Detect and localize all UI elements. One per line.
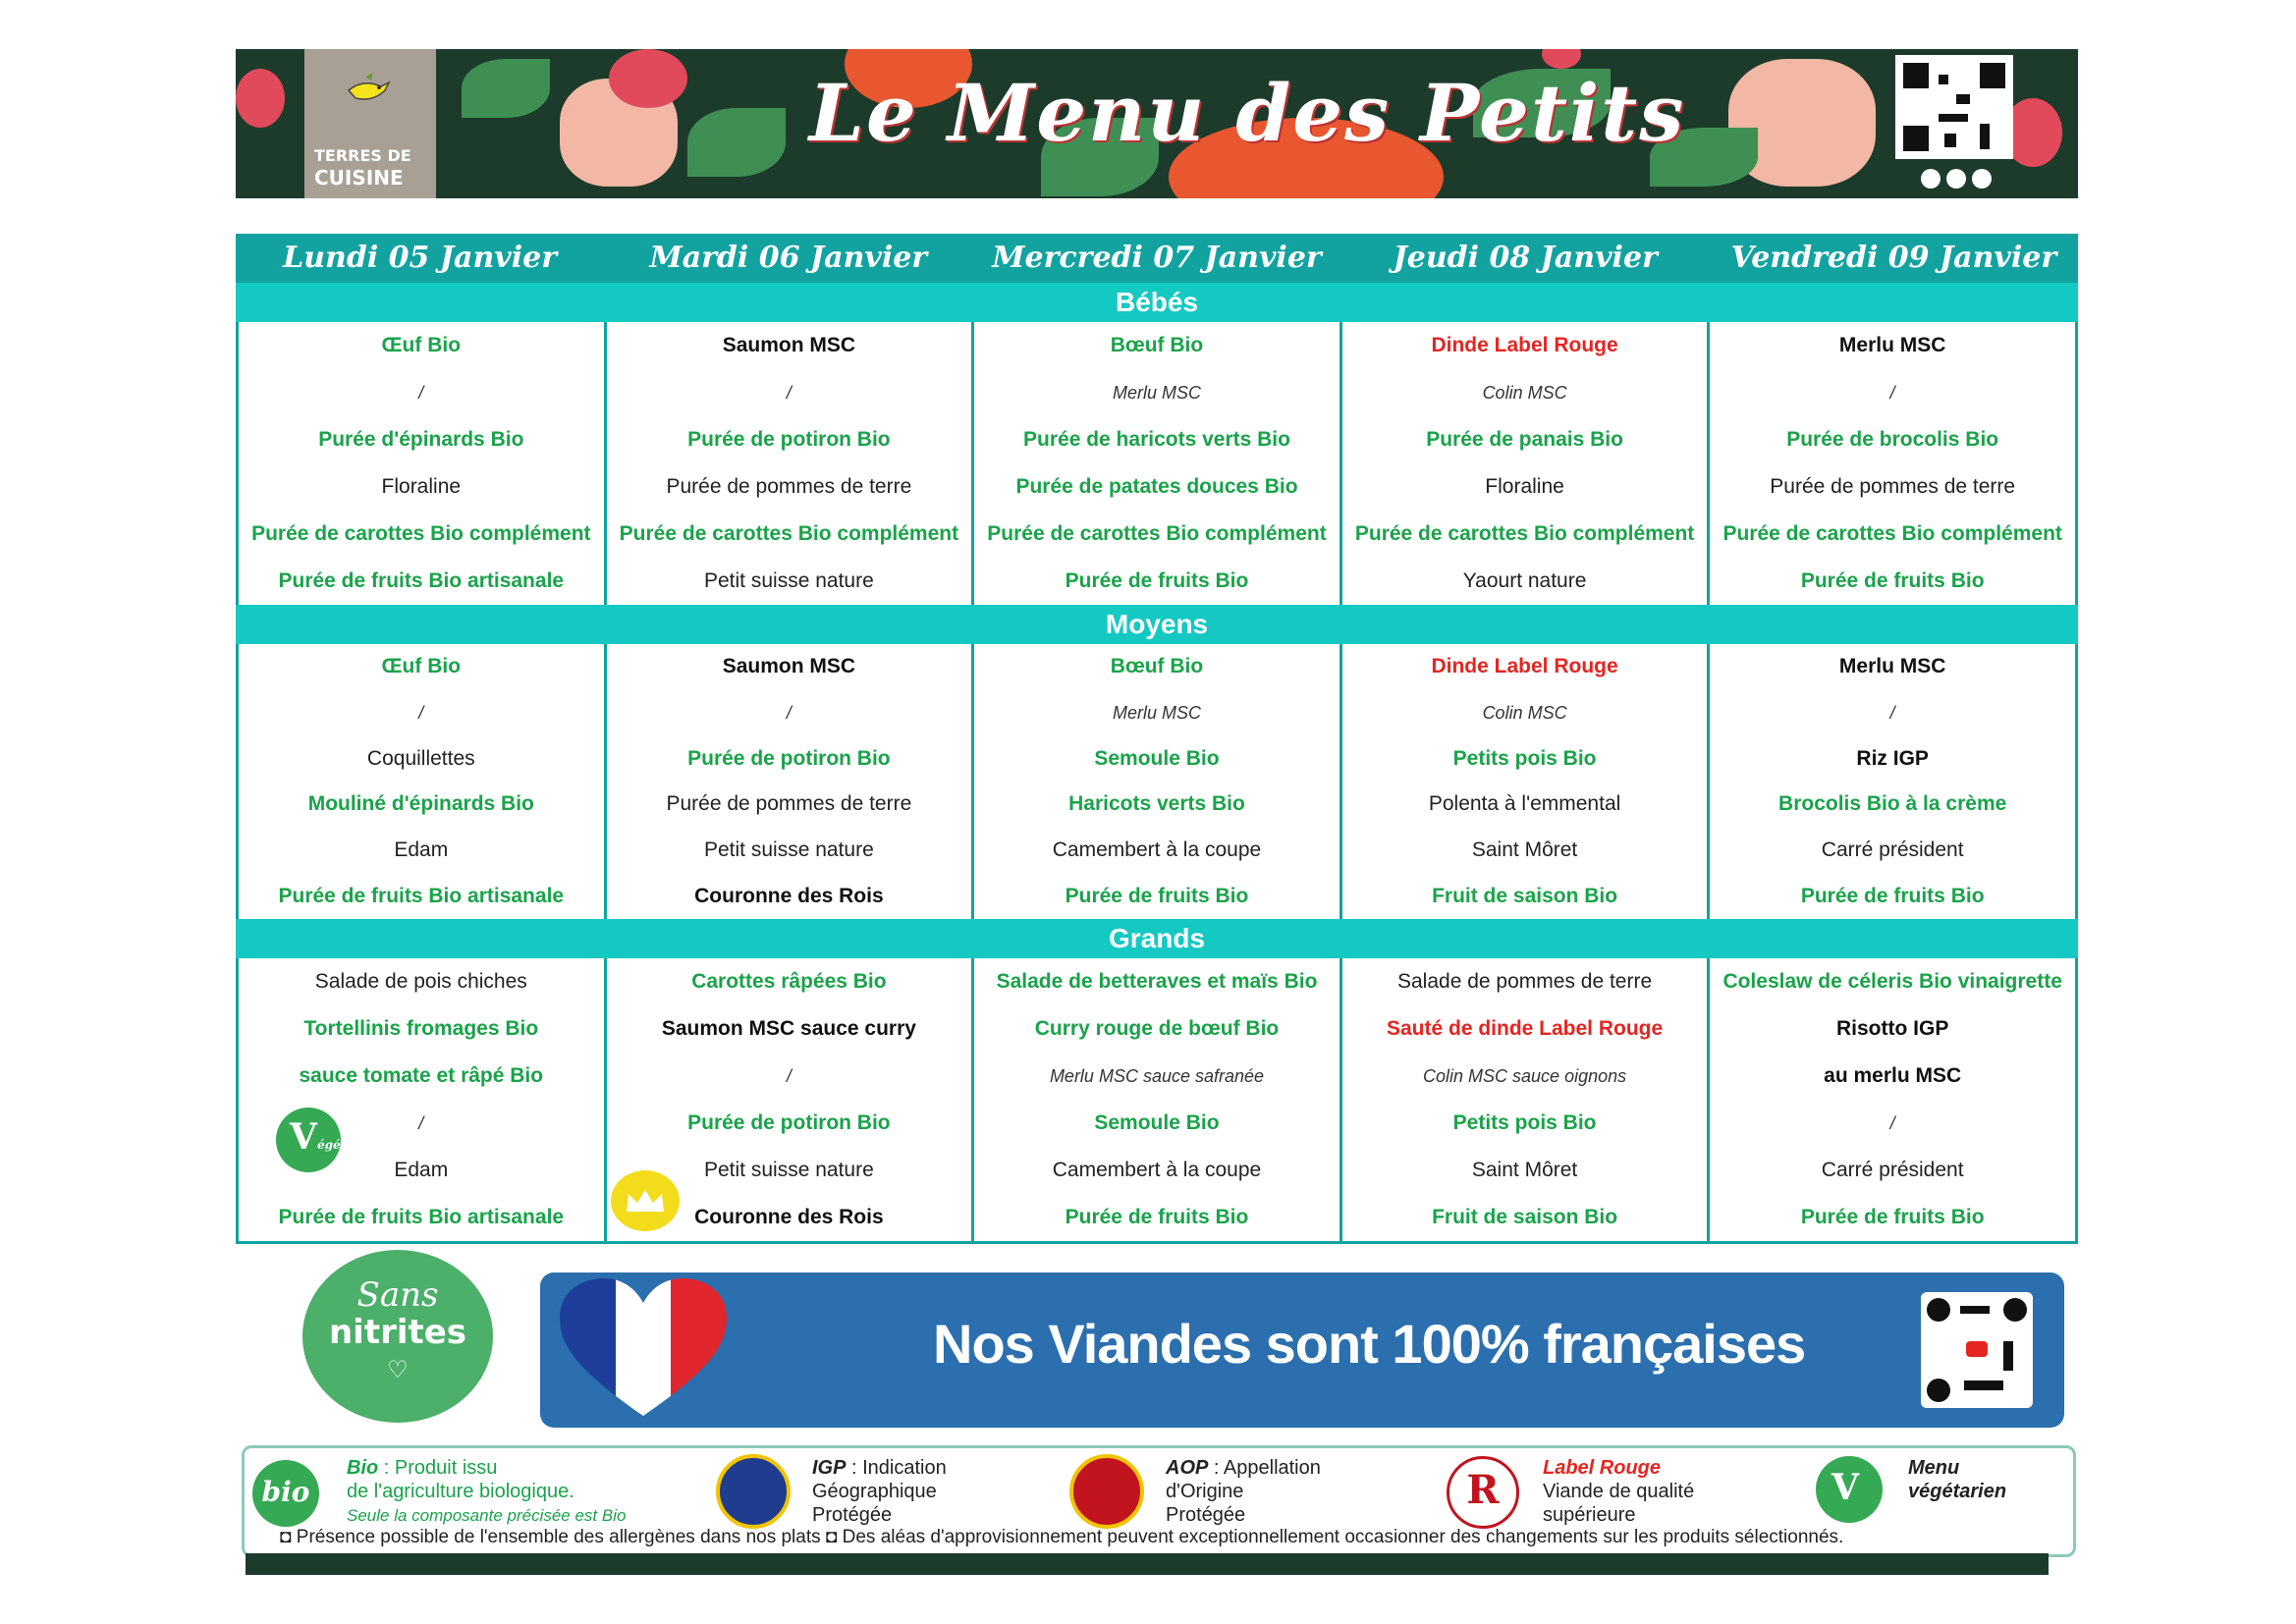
menu-item: Saumon MSC sauce curry	[661, 1017, 916, 1040]
day-header: Mercredi 07 Janvier	[992, 241, 1322, 275]
menu-item: Haricots verts Bio	[1068, 792, 1245, 816]
menu-item: Camembert à la coupe	[1052, 839, 1262, 862]
menu-day-column	[1710, 644, 2078, 919]
legend-igp-text-1: : Indication	[846, 1457, 947, 1479]
menu-day-column	[1710, 322, 2078, 605]
menu-item: Fruit de saison Bio	[1432, 884, 1618, 907]
menu-item: Purée de fruits Bio artisanale	[278, 884, 565, 907]
day-header: Jeudi 08 Janvier	[1393, 241, 1658, 275]
radish-decoration	[236, 69, 285, 128]
legend-bio	[347, 1456, 626, 1528]
menu-item: Merlu MSC sauce safranée	[1049, 1066, 1265, 1086]
menu-item: Purée de pommes de terre	[666, 792, 912, 816]
menu-item: Colin MSC	[1482, 703, 1567, 723]
sans-nitrites-badge	[302, 1250, 493, 1423]
menu-item: Salade de pois chiches	[314, 970, 527, 993]
sans-nitrites-line-1: Sans	[356, 1275, 439, 1315]
menu-item: /	[1889, 703, 1895, 723]
menu-item: Colin MSC	[1482, 383, 1567, 403]
menu-item: Edam	[394, 1159, 449, 1181]
menu-item: Merlu MSC	[1112, 703, 1201, 723]
french-meat-banner	[540, 1272, 2064, 1428]
menu-item: /	[1889, 1113, 1895, 1133]
section-grands-grid	[236, 958, 2078, 1244]
menu-day-column	[239, 322, 607, 605]
menu-item: Tortellinis fromages Bio	[303, 1017, 539, 1040]
legend-igp-text-3: Protégée	[812, 1504, 893, 1526]
menu-item: Couronne des Rois	[694, 1206, 884, 1228]
legend-note-text: Présence possible de l'ensemble des allergènes dans nos plats ◘ Des aléas d'approvisionnement peuvent exceptionnellement occasionner des changements sur les produits sélectionnés.	[296, 1527, 1844, 1547]
menu-item: Floraline	[1485, 475, 1564, 498]
menu-item: Purée de brocolis Bio	[1786, 428, 1999, 451]
menu-item: /	[418, 703, 424, 723]
menu-item: Purée de fruits Bio	[1800, 569, 1985, 592]
menu-item: Polenta à l'emmental	[1428, 792, 1621, 816]
menu-day-column	[607, 322, 975, 605]
menu-item: Purée de fruits Bio	[1800, 884, 1985, 907]
section-bebes-grid	[236, 322, 2078, 605]
qr-code-icon[interactable]	[1895, 55, 2013, 159]
logo-line-1: TERRES DE	[314, 146, 411, 165]
menu-item: Salade de betteraves et maïs Bio	[996, 970, 1318, 993]
menu-day-column	[239, 644, 607, 919]
menu-item: Saumon MSC	[722, 655, 856, 678]
section-bebes-header: Bébés	[236, 283, 2078, 322]
menu-item: Purée de potiron Bio	[687, 1111, 891, 1134]
menu-item: Merlu MSC	[1112, 383, 1201, 403]
menu-item: Carré président	[1821, 1159, 1964, 1181]
menu-item: Colin MSC sauce oignons	[1423, 1066, 1627, 1086]
facebook-icon[interactable]	[1921, 169, 1941, 189]
vege-badge-letter: V	[290, 1116, 317, 1158]
menu-item: Sauté de dinde Label Rouge	[1386, 1017, 1664, 1040]
igp-seal-icon	[716, 1454, 791, 1529]
menu-item: Œuf Bio	[381, 334, 462, 356]
section-moyens-header: Moyens	[236, 605, 2078, 644]
menu-item: Dinde Label Rouge	[1431, 655, 1618, 678]
menu-item: Purée de fruits Bio	[1065, 884, 1249, 907]
menu-item: Semoule Bio	[1094, 746, 1220, 770]
bio-leaf-icon: bio	[252, 1460, 319, 1527]
menu-item: Purée de patates douces Bio	[1015, 475, 1298, 498]
menu-item: Purée de carottes Bio complément	[1722, 522, 2062, 545]
menu-day-column	[1710, 958, 2078, 1241]
menu-item: /	[786, 703, 792, 723]
vege-badge-icon	[276, 1108, 341, 1172]
heart-icon: ♡	[387, 1356, 409, 1383]
menu-item: Mouliné d'épinards Bio	[307, 792, 534, 816]
menu-item: Purée de carottes Bio complément	[1354, 522, 1695, 545]
menu-day-column	[1342, 644, 1711, 919]
menu-item: Dinde Label Rouge	[1431, 334, 1618, 356]
menu-item: Petit suisse nature	[704, 1159, 874, 1181]
vege-badge-suffix: égé	[316, 1138, 341, 1152]
menu-item: Purée de carottes Bio complément	[619, 522, 959, 545]
legend-bio-text-2: de l'agriculture biologique.	[347, 1481, 574, 1502]
legend-footnote	[280, 1527, 2067, 1548]
menu-item: Purée de potiron Bio	[687, 746, 891, 770]
legend-igp	[812, 1456, 947, 1527]
linkedin-icon[interactable]	[1946, 169, 1966, 189]
menu-item: Œuf Bio	[381, 655, 462, 678]
menu-item: Purée de carottes Bio complément	[987, 522, 1327, 545]
menu-item: Petit suisse nature	[704, 569, 874, 592]
legend-igp-key: IGP	[812, 1457, 847, 1479]
menu-item: Couronne des Rois	[694, 884, 884, 907]
terres-de-cuisine-logo	[304, 49, 436, 198]
legend-bio-text-1: : Produit issu	[378, 1457, 498, 1479]
menu-item: Semoule Bio	[1094, 1111, 1220, 1134]
radish-decoration	[1542, 49, 1581, 69]
promo-title: Nos Viandes sont 100% françaises	[933, 1313, 1806, 1375]
menu-item: Bœuf Bio	[1110, 334, 1204, 356]
legend-aop-text-2: d'Origine	[1166, 1481, 1244, 1502]
menu-item: /	[786, 383, 792, 403]
menu-item: Purée de fruits Bio	[1065, 1206, 1249, 1228]
bullet-icon: ◘	[280, 1527, 297, 1547]
menu-item: Merlu MSC	[1838, 655, 1946, 678]
day-header: Vendredi 09 Janvier	[1730, 241, 2057, 275]
menu-item: /	[418, 1113, 424, 1133]
menu-item: Carottes râpées Bio	[691, 970, 887, 993]
header-banner	[236, 49, 2078, 198]
menu-item: Purée de haricots verts Bio	[1023, 428, 1290, 451]
menu-day-column	[239, 958, 607, 1241]
legend-aop-key: AOP	[1166, 1457, 1209, 1479]
vege-menu-icon: V	[1816, 1456, 1883, 1523]
menu-item: Saint Môret	[1471, 839, 1578, 862]
weekly-menu-table	[236, 234, 2078, 1244]
legend-vege	[1908, 1456, 2006, 1503]
menu-item: Saumon MSC	[722, 334, 856, 356]
menu-day-column	[974, 958, 1342, 1241]
legend-igp-text-2: Géographique	[812, 1481, 937, 1502]
crown-icon	[611, 1170, 680, 1231]
bird-icon	[344, 69, 393, 108]
menu-item: sauce tomate et râpé Bio	[299, 1064, 544, 1087]
menu-item: Petits pois Bio	[1452, 746, 1597, 770]
menu-item: Risotto IGP	[1836, 1017, 1949, 1040]
youtube-icon[interactable]	[1972, 169, 1992, 189]
day-header: Lundi 05 Janvier	[283, 241, 558, 275]
menu-item: Petit suisse nature	[704, 839, 874, 862]
menu-item: Coquillettes	[366, 746, 475, 770]
radish-decoration	[609, 49, 687, 108]
menu-item: Camembert à la coupe	[1052, 1159, 1262, 1181]
menu-item: Carré président	[1821, 839, 1964, 862]
day-header-row	[236, 234, 2078, 283]
menu-item: /	[418, 383, 424, 403]
menu-item: Fruit de saison Bio	[1432, 1206, 1618, 1228]
menu-item: Purée de potiron Bio	[687, 428, 891, 451]
menu-item: Yaourt nature	[1462, 569, 1587, 592]
menu-item: Purée de carottes Bio complément	[251, 522, 591, 545]
menu-day-column	[1342, 958, 1711, 1241]
menu-day-column	[1342, 322, 1711, 605]
menu-item: Coleslaw de céleris Bio vinaigrette	[1722, 970, 2062, 993]
menu-item: Petits pois Bio	[1452, 1111, 1597, 1134]
menu-item: /	[1889, 383, 1895, 403]
legend-aop-text-1: : Appellation	[1208, 1457, 1321, 1479]
menu-item: Purée de fruits Bio artisanale	[278, 569, 565, 592]
menu-item: Purée de pommes de terre	[1770, 475, 2016, 498]
legend-bio-key: Bio	[347, 1457, 379, 1479]
menu-item: Purée de panais Bio	[1426, 428, 1623, 451]
logo-line-2: CUISINE	[314, 166, 404, 189]
day-header: Mardi 06 Janvier	[649, 241, 928, 275]
menu-item: Riz IGP	[1856, 746, 1929, 770]
menu-day-column	[607, 958, 975, 1241]
menu-item: au merlu MSC	[1824, 1064, 1962, 1087]
section-grands-header: Grands	[236, 919, 2078, 958]
menu-item: Purée de fruits Bio	[1065, 569, 1249, 592]
menu-item: Purée de pommes de terre	[666, 475, 912, 498]
footer-decoration-strip	[246, 1553, 2049, 1575]
french-flag-heart-icon	[560, 1278, 727, 1422]
menu-item: Merlu MSC	[1838, 334, 1946, 356]
legend-bio-note: Seule la composante précisée est Bio	[347, 1506, 627, 1525]
menu-item: Brocolis Bio à la crème	[1778, 792, 2007, 816]
menu-item: Purée de fruits Bio artisanale	[278, 1206, 565, 1228]
leaf-decoration	[462, 59, 550, 118]
menu-day-column	[607, 644, 975, 919]
aop-seal-icon	[1069, 1454, 1144, 1529]
legend-aop	[1166, 1456, 1321, 1527]
menu-item: Floraline	[381, 475, 462, 498]
legend-lr-key: Label Rouge	[1543, 1457, 1662, 1479]
section-moyens-grid	[236, 644, 2078, 919]
menu-item: Saint Môret	[1471, 1159, 1578, 1181]
banner-title: Le Menu des Petits	[808, 67, 1686, 159]
legend-lr-text-1: Viande de qualité	[1543, 1481, 1695, 1502]
menu-item: Curry rouge de bœuf Bio	[1034, 1017, 1280, 1040]
menu-item: Bœuf Bio	[1110, 655, 1204, 678]
legend-aop-text-3: Protégée	[1166, 1504, 1246, 1526]
label-rouge-seal-icon: R	[1447, 1456, 1519, 1529]
legend-panel	[242, 1445, 2076, 1557]
legend-vege-key-1: Menu	[1908, 1457, 1960, 1479]
legend-vege-key-2: végétarien	[1908, 1481, 2007, 1502]
menu-day-column	[974, 322, 1342, 605]
menu-item: /	[786, 1066, 792, 1086]
menu-item: Salade de pommes de terre	[1397, 970, 1653, 993]
sans-nitrites-line-2: nitrites	[328, 1313, 467, 1352]
legend-label-rouge	[1543, 1456, 1694, 1527]
legend-lr-text-2: supérieure	[1543, 1504, 1636, 1526]
menu-item: Purée de fruits Bio	[1800, 1206, 1985, 1228]
menu-item: Purée d'épinards Bio	[318, 428, 524, 451]
youtube-qr-code-icon[interactable]	[1921, 1292, 2033, 1408]
menu-day-column	[974, 644, 1342, 919]
menu-item: Edam	[394, 839, 449, 862]
